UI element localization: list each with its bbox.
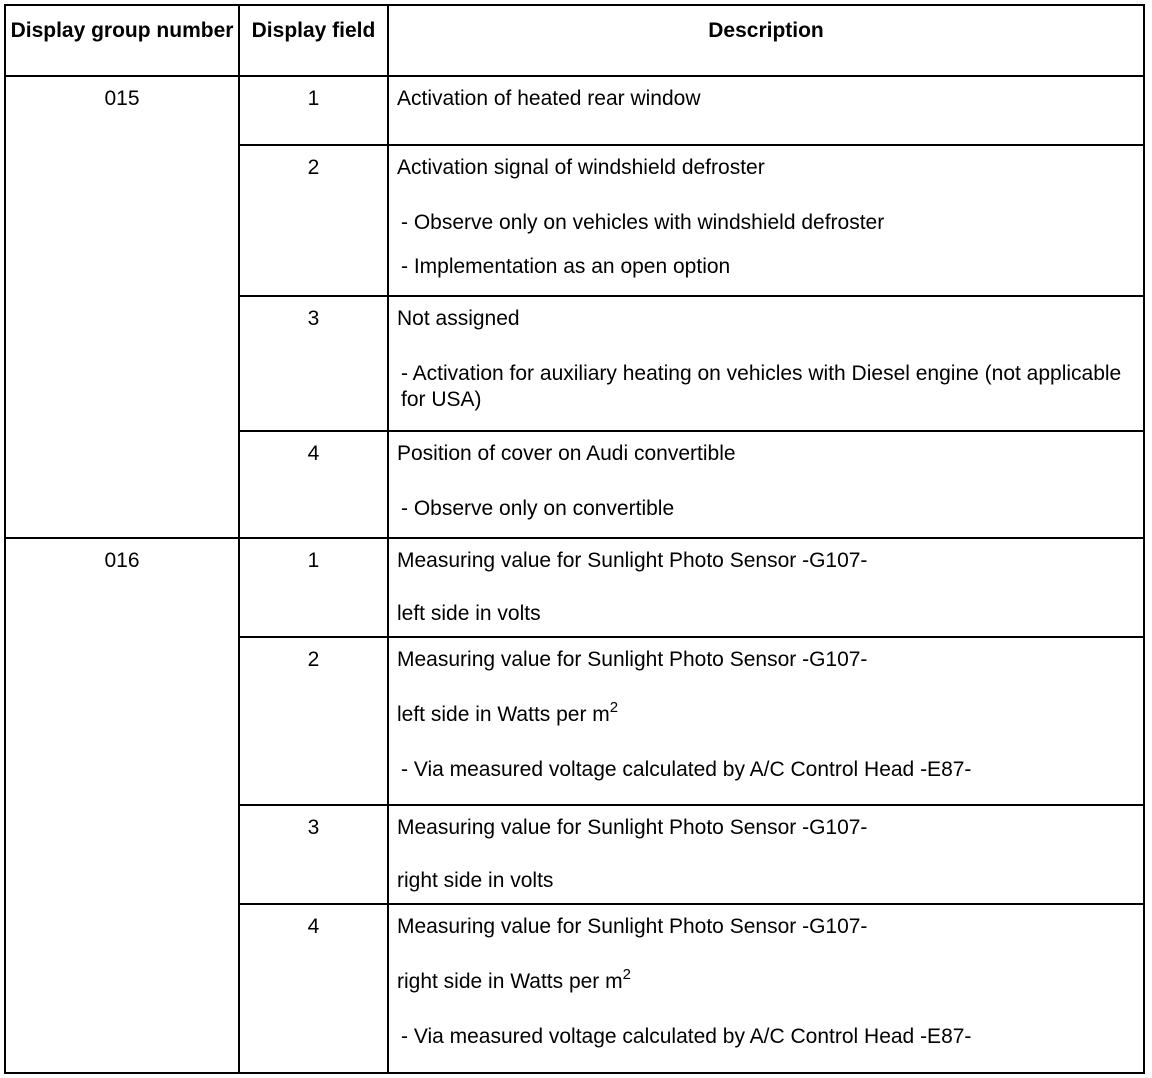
description-cell: [388, 296, 1144, 431]
description-detail: right side in volts: [397, 869, 554, 892]
field-number: 2: [307, 156, 320, 179]
header-display-field: Display field: [239, 5, 388, 76]
field-number-cell: [239, 904, 388, 1073]
table-row: [5, 76, 1144, 145]
description-title: Not assigned: [397, 307, 520, 330]
description-note: - Activation for auxiliary heating on vehicles with Diesel engine (not applicable for USA): [401, 362, 1122, 411]
description-title: Measuring value for Sunlight Photo Sensor -G107-: [397, 816, 868, 839]
header-description: Description: [388, 5, 1144, 76]
field-number: 1: [307, 549, 320, 572]
group-number-cell: [5, 538, 239, 1073]
description-title: Measuring value for Sunlight Photo Sensor -G107-: [397, 549, 868, 572]
description-title: Activation of heated rear window: [397, 87, 701, 110]
description-cell: [388, 637, 1144, 805]
superscript-exponent: 2: [609, 699, 619, 716]
field-number-cell: [239, 145, 388, 296]
field-number-cell: [239, 431, 388, 538]
field-number-cell: [239, 637, 388, 805]
description-cell: [388, 805, 1144, 904]
description-cell: [388, 431, 1144, 538]
group-number: 015: [104, 87, 140, 110]
description-detail: left side in volts: [397, 602, 541, 625]
group-number-cell: [5, 76, 239, 538]
field-number: 2: [307, 648, 320, 671]
table-row: [5, 538, 1144, 637]
description-cell: [388, 145, 1144, 296]
field-number-cell: [239, 296, 388, 431]
description-cell: [388, 904, 1144, 1073]
description-note: - Via measured voltage calculated by A/C Control Head -E87-: [401, 1025, 972, 1048]
field-number-cell: [239, 805, 388, 904]
description-note: - Implementation as an open option: [401, 255, 731, 278]
description-title: Activation signal of windshield defroster: [397, 156, 765, 179]
description-note: - Via measured voltage calculated by A/C Control Head -E87-: [401, 758, 972, 781]
description-title: Measuring value for Sunlight Photo Sensor -G107-: [397, 648, 868, 671]
description-detail-text: left side in Watts per m: [397, 703, 610, 726]
field-number: 3: [307, 816, 320, 839]
description-title: Measuring value for Sunlight Photo Sensor -G107-: [397, 915, 868, 938]
display-group-table: [4, 4, 1145, 1074]
superscript-exponent: 2: [622, 966, 631, 983]
description-detail-text: right side in Watts per m: [397, 970, 623, 993]
field-number: 4: [307, 442, 320, 465]
field-number: 4: [307, 915, 320, 938]
group-number: 016: [104, 549, 140, 572]
description-note: - Observe only on vehicles with windshield defroster: [401, 211, 885, 234]
table-header-row: [5, 5, 1144, 76]
description-detail: [397, 966, 1137, 994]
description-note: - Observe only on convertible: [401, 497, 675, 520]
field-number-cell: [239, 538, 388, 637]
description-cell: [388, 76, 1144, 145]
field-number: 1: [307, 87, 320, 110]
description-title: Position of cover on Audi convertible: [397, 442, 736, 465]
description-detail: [397, 699, 1137, 727]
field-number: 3: [307, 307, 320, 330]
header-display-group-number: Display group number: [5, 5, 239, 76]
description-cell: [388, 538, 1144, 637]
field-number-cell: [239, 76, 388, 145]
